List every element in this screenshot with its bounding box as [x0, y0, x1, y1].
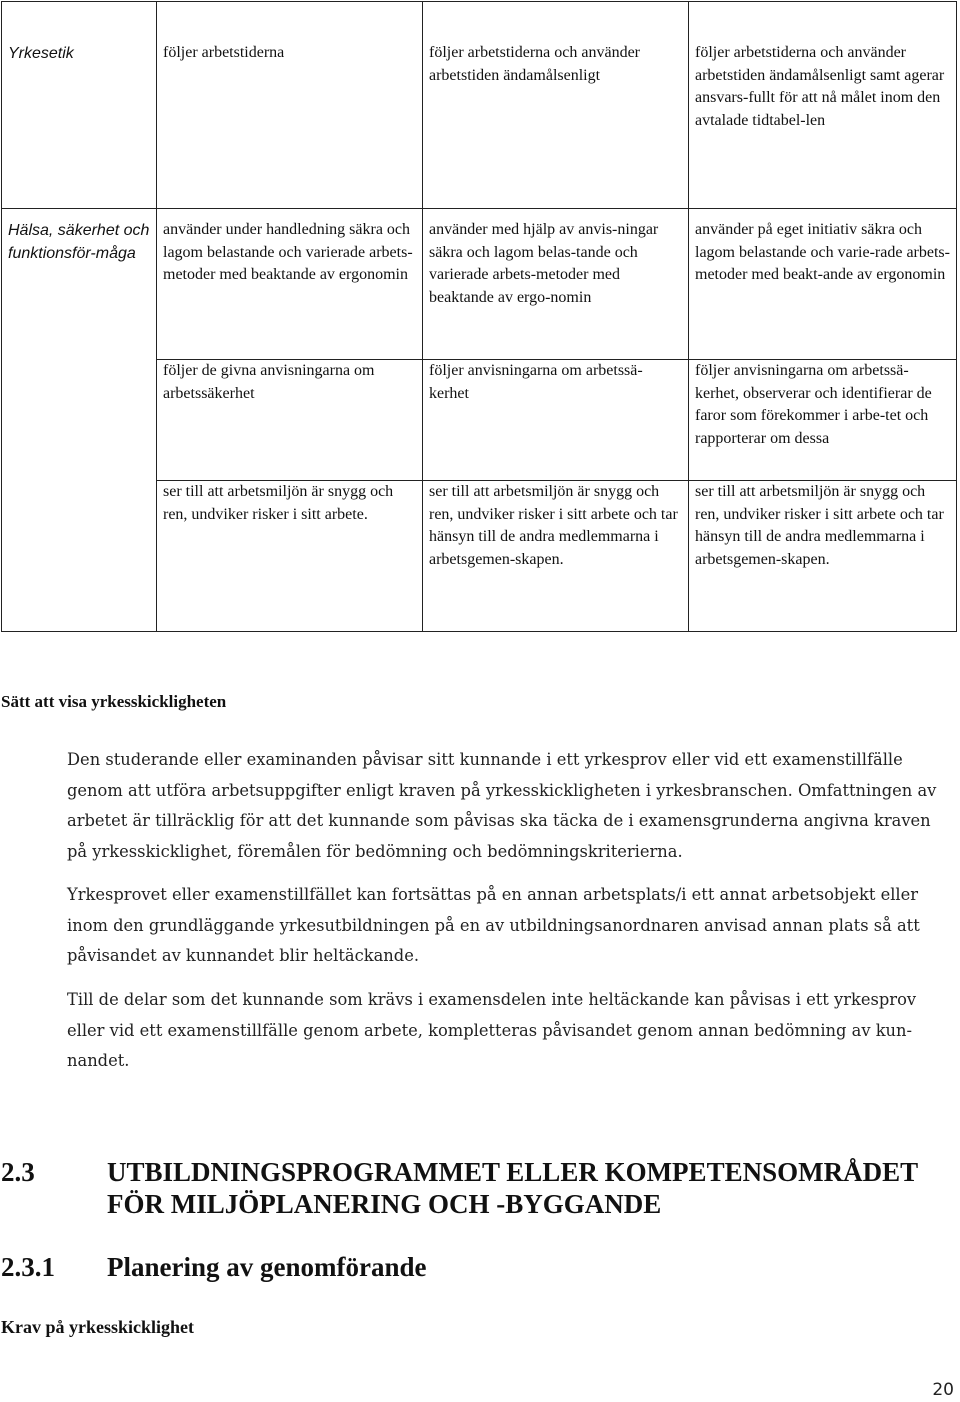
page-number: 20 [932, 1380, 954, 1400]
section-title: Planering av genomförande [107, 1252, 427, 1282]
table-row [2, 209, 957, 360]
body-paragraph: Den studerande eller examinanden påvisar sitt kunnande i ett yrkesprov eller vid ett examenstillfälle genom att utföra arbetsuppgifter enligt kraven på yrkesskickligheten i yrkesbranschen. Omfattningen av arbetet är tillräcklig för att det kunnande som påvisas ska täcka de i examensgrunderna angivna kraven på yrkesskicklighet, föremålen för bedömning och bedömningskriterierna. [67, 750, 937, 861]
criteria-cell: använder under handledning säkra och lagom belastande och varierade arbets-metoder med beaktande av ergonomin [157, 209, 423, 360]
criteria-cell: följer arbetstiderna och använder arbetstiden ändamålsenligt [423, 2, 689, 209]
body-paragraph: Till de delar som det kunnande som krävs i examensdelen inte heltäckande kan påvisas i ett yrkesprov eller vid ett examenstillfälle genom arbete, kompletteras påvisandet genom annan bedömning av kun-nandet. [67, 990, 917, 1070]
category-cell [2, 360, 157, 481]
chapter-heading [1, 1156, 956, 1226]
table-row [2, 2, 957, 209]
section-title-heading [1, 1251, 956, 1287]
category-cell: Hälsa, säkerhet och funktionsför-måga [2, 209, 157, 360]
category-cell: Yrkesetik [2, 2, 157, 209]
criteria-cell: ser till att arbetsmiljön är snygg och ren, undviker risker i sitt arbete. [157, 481, 423, 632]
criteria-cell: följer arbetstiderna [157, 2, 423, 209]
section-heading: Sätt att visa yrkesskickligheten [1, 692, 227, 711]
criteria-cell: ser till att arbetsmiljön är snygg och ren, undviker risker i sitt arbete och tar hänsyn till de andra medlemmarna i arbetsgemen-skapen. [423, 481, 689, 632]
section-number: 2.3.1 [1, 1252, 55, 1282]
criteria-cell: följer anvisningarna om arbetssä-kerhet [423, 360, 689, 481]
category-cell [2, 481, 157, 632]
chapter-title: UTBILDNINGSPROGRAMMET ELLER KOMPETENSOMRÅDET FÖR MILJÖPLANERING OCH -BYGGANDE [107, 1157, 918, 1219]
criteria-table [1, 1, 957, 632]
criteria-cell: använder på eget initiativ säkra och lagom belastande och varie-rade arbets-metoder med beakt-ande av ergonomin [689, 209, 957, 360]
criteria-cell: följer anvisningarna om arbetssä-kerhet, observerar och identifierar de faror som förekommer i arbe-tet och rapporterar om dessa [689, 360, 957, 481]
criteria-cell: använder med hjälp av anvis-ningar säkra och lagom belas-tande och varierade arbets-metoder med beaktande av ergo-nomin [423, 209, 689, 360]
chapter-number: 2.3 [1, 1157, 35, 1187]
subheading: Krav på yrkesskicklighet [1, 1317, 195, 1337]
criteria-cell: följer de givna anvisningarna om arbetssäkerhet [157, 360, 423, 481]
body-paragraph: Yrkesprovet eller examenstillfället kan fortsättas på en annan arbetsplats/i ett annat arbetsobjekt eller inom den grundläggande yrkesutbildningen på en av utbildningsanordnaren anvisad annan plats så att påvisandet av kunnandet blir heltäckande. [67, 885, 920, 965]
criteria-cell: följer arbetstiderna och använder arbetstiden ändamålsenligt samt agerar ansvars-fullt för att nå målet inom den avtalade tidtabel-len [689, 2, 957, 209]
table-row [2, 360, 957, 481]
criteria-cell: ser till att arbetsmiljön är snygg och ren, undviker risker i sitt arbete och tar hänsyn till de andra medlemmarna i arbetsgemen-skapen. [689, 481, 957, 632]
table-row [2, 481, 957, 632]
